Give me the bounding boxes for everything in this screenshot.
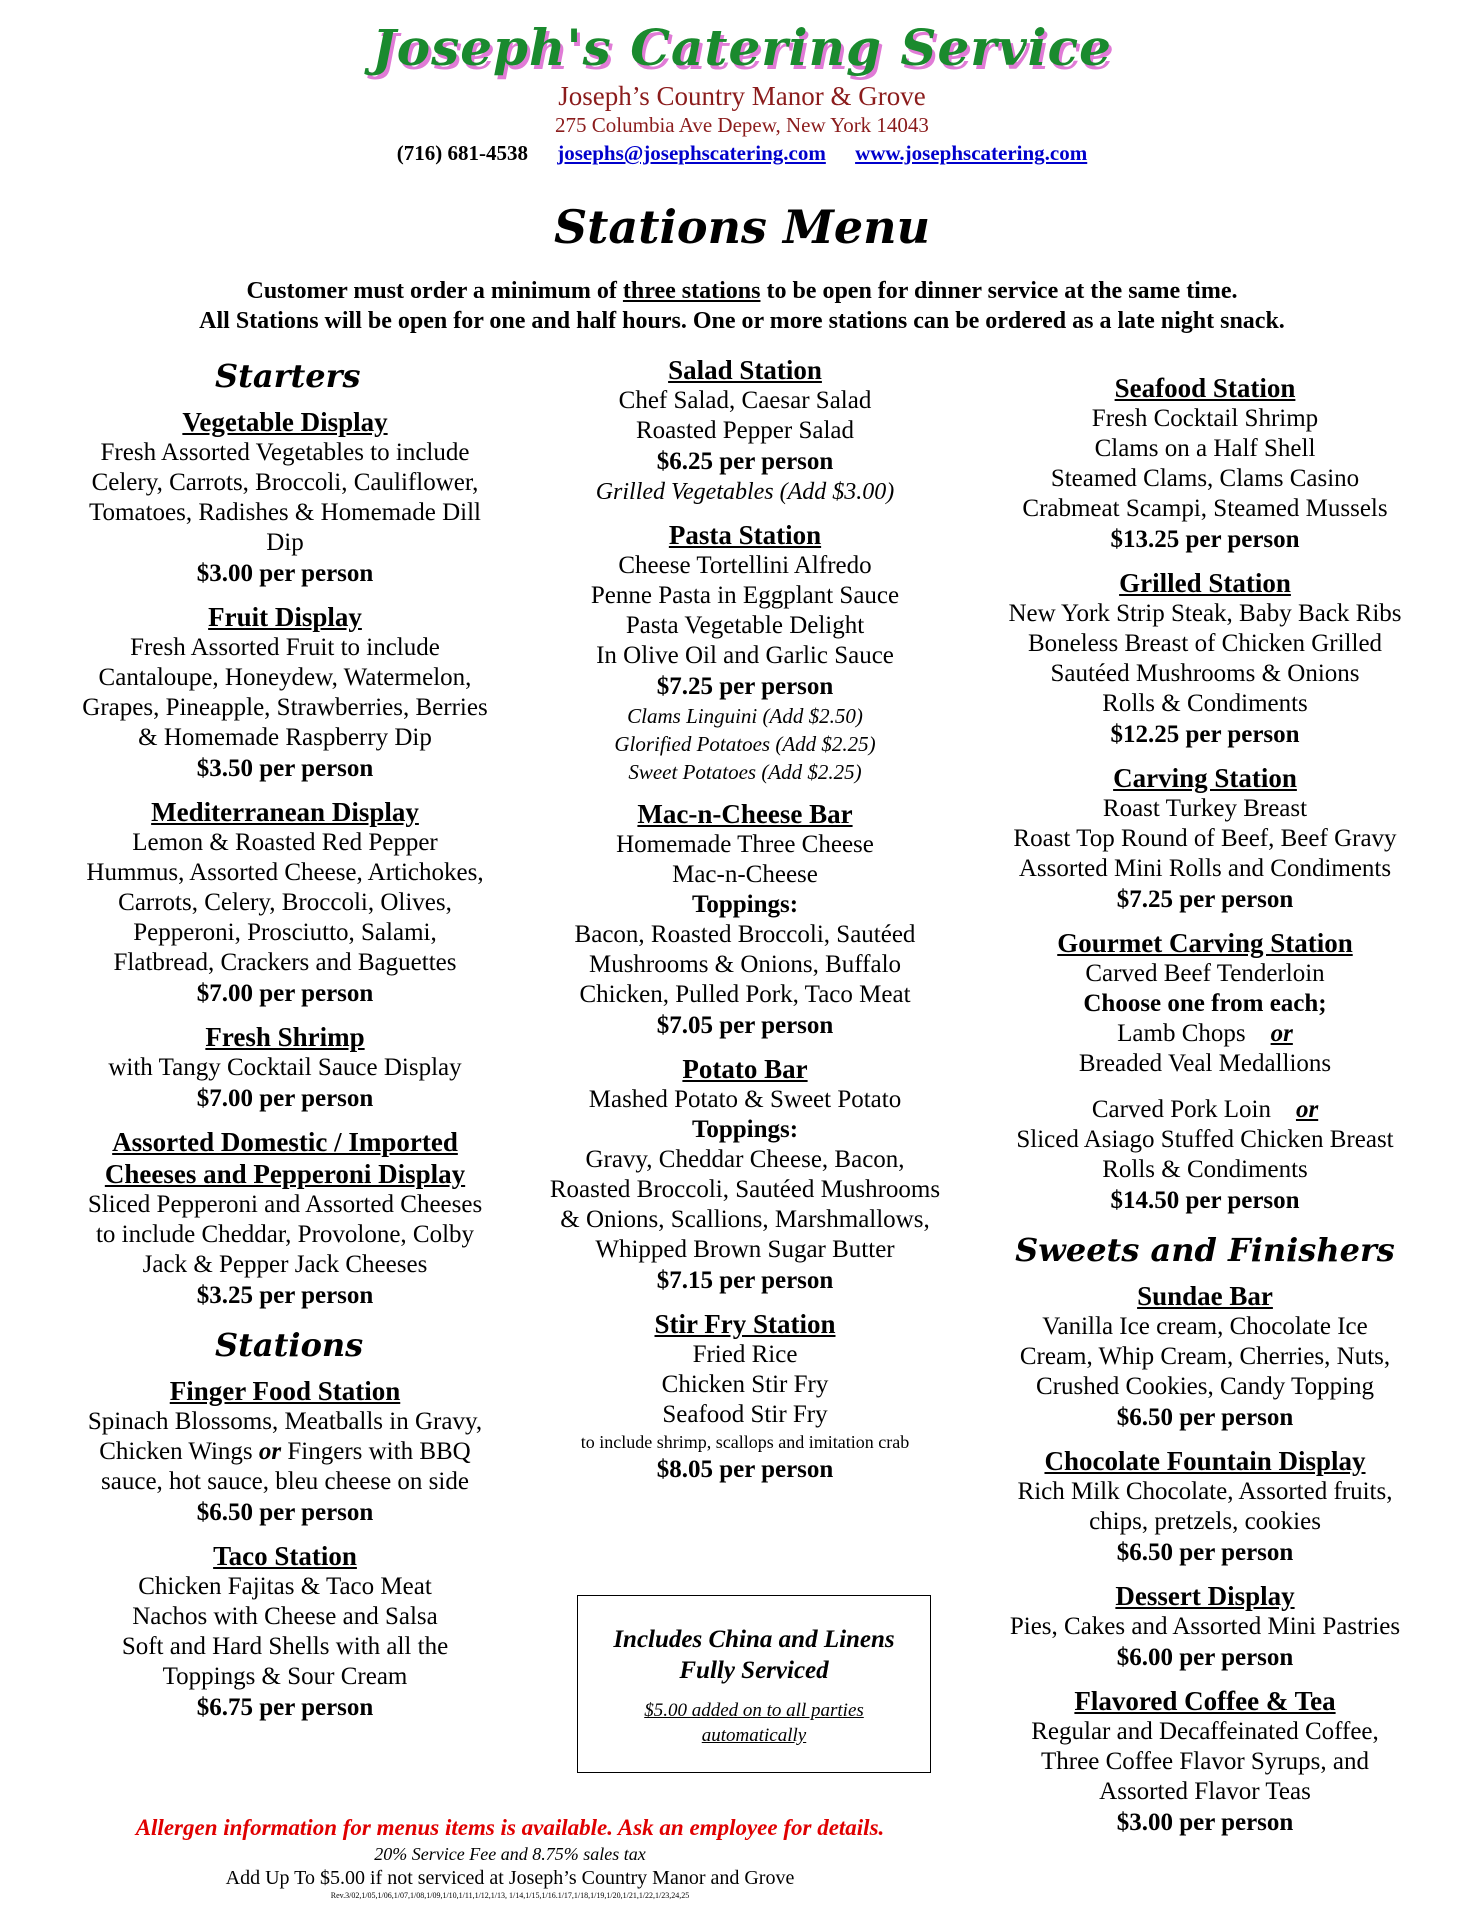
item-desc: Assorted Mini Rolls and Condiments	[1018, 855, 1392, 882]
website-link[interactable]: www.josephscatering.com	[855, 141, 1088, 165]
item-desc: Mushrooms & Onions, Buffalo	[588, 951, 902, 978]
item-price: $7.25 per person	[1116, 886, 1294, 913]
intro-line-1	[0, 276, 1484, 306]
item-desc: Grapes, Pineapple, Strawberries, Berries	[82, 694, 488, 721]
allergen-notice: Allergen information for menus items is available. Ask an employee for details.	[135, 1815, 885, 1840]
box-note-line: automatically	[701, 1725, 807, 1746]
grilled-station	[975, 567, 1435, 750]
header	[0, 18, 1484, 168]
item-desc: Nachos with Cheese and Salsa	[132, 1603, 438, 1630]
item-desc: Assorted Flavor Teas	[1099, 1778, 1311, 1805]
item-desc: Fresh Cocktail Shrimp	[1091, 405, 1319, 432]
item-desc: Fried Rice	[692, 1341, 798, 1368]
item-desc: Dip	[266, 529, 304, 556]
item-price: $3.00 per person	[196, 560, 374, 587]
manor-name: Joseph’s Country Manor & Grove	[558, 81, 926, 111]
toppings-label: Toppings:	[691, 1116, 799, 1143]
chocolate-fountain-display	[975, 1445, 1435, 1568]
item-desc: Pies, Cakes and Assorted Mini Pastries	[1009, 1613, 1401, 1640]
item-desc: Rich Milk Chocolate, Assorted fruits,	[1017, 1478, 1393, 1505]
item-price: $3.00 per person	[1116, 1809, 1294, 1836]
revision-note: Rev.3/02,1/05,1/06,1/07,1/08,1/09,1/10,1/11,1/12,1/13, 1/14,1/15,1/16.1/17,1/18,1/19,1/20,1/21,1/22,1/23,24,25	[330, 1891, 690, 1900]
item-desc: Chicken Stir Fry	[661, 1371, 829, 1398]
item-title: Pasta Station	[668, 520, 822, 550]
or-emphasis: or	[1270, 1020, 1293, 1047]
item-title: Gourmet Carving Station	[1057, 928, 1353, 958]
choose-label: Choose one from each;	[1083, 990, 1327, 1017]
item-price: $14.50 per person	[1110, 1187, 1300, 1214]
item-desc: Pepperoni, Prosciutto, Salami,	[133, 919, 437, 946]
item-desc: Rolls & Condiments	[1102, 1156, 1308, 1183]
mediterranean-display	[60, 796, 510, 1009]
column-left	[60, 354, 510, 1735]
item-desc: Rolls & Condiments	[1102, 690, 1308, 717]
email-link[interactable]: josephs@josephscatering.com	[557, 141, 826, 165]
item-desc: & Onions, Scallions, Marshmallows,	[560, 1206, 930, 1233]
column-middle	[525, 354, 965, 1497]
item-desc: Hummus, Assorted Cheese, Artichokes,	[86, 859, 484, 886]
logo: Joseph's Catering Service	[372, 18, 1112, 77]
item-price: $7.25 per person	[656, 673, 834, 700]
item-desc: Carrots, Celery, Broccoli, Olives,	[118, 889, 452, 916]
item-desc: Spinach Blossoms, Meatballs in Gravy,	[87, 1408, 483, 1435]
item-desc: Carved Beef Tenderloin	[1085, 960, 1325, 987]
gourmet-carving-station	[975, 927, 1435, 1216]
item-title: Fresh Shrimp	[205, 1022, 365, 1052]
item-title: Fruit Display	[208, 602, 362, 632]
item-desc: Roast Top Round of Beef, Beef Gravy	[1013, 825, 1397, 852]
item-price: $6.50 per person	[1116, 1404, 1294, 1431]
taco-station	[60, 1540, 510, 1723]
item-desc: Crabmeat Scampi, Steamed Mussels	[1022, 495, 1388, 522]
item-title: Mac-n-Cheese Bar	[637, 799, 853, 829]
stations-heading: Stations	[215, 1326, 364, 1364]
vegetable-display	[60, 406, 510, 589]
item-desc: Fresh Assorted Fruit to include	[130, 634, 440, 661]
item-desc-part: Chicken Wings	[99, 1438, 259, 1465]
item-desc: Crushed Cookies, Candy Topping	[1035, 1373, 1375, 1400]
box-note	[578, 1698, 930, 1748]
fruit-display	[60, 601, 510, 784]
item-price: $6.50 per person	[1116, 1539, 1294, 1566]
item-price: $13.25 per person	[1110, 526, 1300, 553]
item-desc: Vanilla Ice cream, Chocolate Ice	[1042, 1313, 1368, 1340]
add-up-note: Add Up To $5.00 if not serviced at Joseph’s Country Manor and Grove	[225, 1867, 795, 1889]
item-desc: Sautéed Mushrooms & Onions	[1050, 660, 1360, 687]
item-desc: Chef Salad, Caesar Salad	[618, 387, 872, 414]
item-desc: sauce, hot sauce, bleu cheese on side	[101, 1468, 469, 1495]
item-price: $6.00 per person	[1116, 1644, 1294, 1671]
item-desc: Celery, Carrots, Broccoli, Cauliflower,	[91, 469, 479, 496]
intro-text: to be open for dinner service at the same time.	[760, 278, 1238, 304]
item-title: Sundae Bar	[1137, 1281, 1273, 1311]
item-desc: Lemon & Roasted Red Pepper	[132, 829, 438, 856]
item-desc: Seafood Stir Fry	[662, 1401, 828, 1428]
item-title: Mediterranean Display	[151, 797, 419, 827]
toppings-label: Toppings:	[691, 891, 799, 918]
item-desc: Chicken, Pulled Pork, Taco Meat	[579, 981, 911, 1008]
item-price: $7.05 per person	[656, 1012, 834, 1039]
item-desc: Mac-n-Cheese	[672, 861, 818, 888]
sweets-heading: Sweets and Finishers	[1015, 1231, 1395, 1269]
pasta-station	[525, 519, 965, 786]
item-title: Cheeses and Pepperoni Display	[104, 1159, 466, 1189]
contact-line	[0, 138, 1484, 168]
phone: (716) 681-4538	[396, 141, 528, 165]
intro-text: Customer must order a minimum of	[246, 278, 623, 304]
item-desc: Steamed Clams, Clams Casino	[1050, 465, 1360, 492]
item-desc: Pasta Vegetable Delight	[625, 612, 865, 639]
item-desc: Clams on a Half Shell	[1094, 435, 1316, 462]
item-title: Seafood Station	[1114, 373, 1296, 403]
item-price: $12.25 per person	[1110, 721, 1300, 748]
service-fee-note: 20% Service Fee and 8.75% sales tax	[374, 1844, 646, 1864]
item-desc: Mashed Potato & Sweet Potato	[588, 1086, 902, 1113]
item-desc: Jack & Pepper Jack Cheeses	[142, 1251, 428, 1278]
item-title: Finger Food Station	[169, 1376, 401, 1406]
item-desc	[60, 1437, 510, 1467]
page-title: Stations Menu	[553, 200, 931, 254]
item-note: to include shrimp, scallops and imitation crab	[580, 1432, 910, 1452]
item-desc: Flatbread, Crackers and Baguettes	[113, 949, 457, 976]
item-desc	[975, 1019, 1435, 1049]
item-desc: Roasted Pepper Salad	[635, 417, 854, 444]
item-desc: & Homemade Raspberry Dip	[138, 724, 432, 751]
item-desc: Penne Pasta in Eggplant Sauce	[590, 582, 900, 609]
item-price: $7.00 per person	[196, 980, 374, 1007]
item-desc: Cheese Tortellini Alfredo	[618, 552, 872, 579]
item-desc: Fresh Assorted Vegetables to include	[100, 439, 470, 466]
item-extra: Grilled Vegetables (Add $3.00)	[595, 479, 895, 505]
footer	[60, 1813, 960, 1901]
item-desc: Homemade Three Cheese	[616, 831, 874, 858]
address: 275 Columbia Ave Depew, New York 14043	[555, 113, 929, 137]
item-desc: to include Cheddar, Provolone, Colby	[95, 1221, 475, 1248]
potato-bar	[525, 1053, 965, 1296]
or-emphasis: or	[1295, 1096, 1319, 1123]
item-price: $3.50 per person	[196, 755, 374, 782]
item-desc: Boneless Breast of Chicken Grilled	[1027, 630, 1383, 657]
item-title: Flavored Coffee & Tea	[1074, 1686, 1336, 1716]
item-desc: Toppings & Sour Cream	[162, 1663, 408, 1690]
item-title: Carving Station	[1113, 763, 1297, 793]
sundae-bar	[975, 1280, 1435, 1433]
item-title: Vegetable Display	[182, 407, 388, 437]
item-extra: Clams Linguini (Add $2.50)	[627, 704, 863, 728]
item-desc: Tomatoes, Radishes & Homemade Dill	[89, 499, 481, 526]
or-emphasis: or	[258, 1438, 282, 1465]
stir-fry-station	[525, 1308, 965, 1485]
cheese-display	[60, 1126, 510, 1311]
carving-station	[975, 762, 1435, 915]
item-price: $3.25 per person	[196, 1282, 374, 1309]
box-note-line: $5.00 added on to all parties	[644, 1700, 864, 1721]
item-extra: Sweet Potatoes (Add $2.25)	[628, 760, 862, 784]
item-title: Stir Fry Station	[654, 1309, 836, 1339]
salad-station	[525, 354, 965, 507]
item-desc: Whipped Brown Sugar Butter	[595, 1236, 895, 1263]
starters-heading: Starters	[215, 357, 361, 395]
intro	[0, 276, 1484, 336]
item-desc-part: Fingers with BBQ	[281, 1438, 471, 1465]
item-desc: Cream, Whip Cream, Cherries, Nuts,	[1019, 1343, 1391, 1370]
item-title: Dessert Display	[1115, 1581, 1295, 1611]
item-desc: Sliced Asiago Stuffed Chicken Breast	[1016, 1126, 1394, 1153]
item-desc: with Tangy Cocktail Sauce Display	[108, 1054, 462, 1081]
finger-food-station	[60, 1375, 510, 1528]
item-title: Grilled Station	[1119, 568, 1291, 598]
item-price: $6.50 per person	[196, 1499, 374, 1526]
item-desc: Roast Turkey Breast	[1102, 795, 1308, 822]
item-desc: Three Coffee Flavor Syrups, and	[1041, 1748, 1369, 1775]
box-line: Includes China and Linens	[613, 1626, 895, 1653]
item-desc: Sliced Pepperoni and Assorted Cheeses	[87, 1191, 483, 1218]
item-price: $6.75 per person	[196, 1694, 374, 1721]
intro-line-2: All Stations will be open for one and half hours. One or more stations can be ordered as a late night snack.	[199, 308, 1285, 334]
item-price: $7.15 per person	[656, 1267, 834, 1294]
item-desc: Chicken Fajitas & Taco Meat	[138, 1573, 432, 1600]
item-extra: Glorified Potatoes (Add $2.25)	[614, 732, 876, 756]
mac-n-cheese-bar	[525, 798, 965, 1041]
column-right	[975, 372, 1435, 1850]
item-desc: Roasted Broccoli, Sautéed Mushrooms	[549, 1176, 941, 1203]
item-desc: Cantaloupe, Honeydew, Watermelon,	[98, 664, 472, 691]
option-lamb: Lamb Chops	[1117, 1020, 1246, 1047]
item-price: $8.05 per person	[656, 1456, 834, 1483]
item-desc: chips, pretzels, cookies	[1089, 1508, 1321, 1535]
item-title: Chocolate Fountain Display	[1044, 1446, 1366, 1476]
option-pork: Carved Pork Loin	[1091, 1096, 1271, 1123]
item-desc: New York Strip Steak, Baby Back Ribs	[1008, 600, 1402, 627]
item-desc: Bacon, Roasted Broccoli, Sautéed	[574, 921, 916, 948]
item-title: Assorted Domestic / Imported	[112, 1127, 458, 1157]
box-line: Fully Serviced	[679, 1657, 829, 1684]
item-desc	[975, 1095, 1435, 1125]
item-title: Salad Station	[668, 355, 822, 385]
item-desc: In Olive Oil and Garlic Sauce	[596, 642, 894, 669]
item-desc: Soft and Hard Shells with all the	[121, 1633, 449, 1660]
seafood-station	[975, 372, 1435, 555]
dessert-display	[975, 1580, 1435, 1673]
item-title: Potato Bar	[682, 1054, 808, 1084]
item-desc: Regular and Decaffeinated Coffee,	[1031, 1718, 1379, 1745]
fresh-shrimp	[60, 1021, 510, 1114]
item-price: $7.00 per person	[196, 1085, 374, 1112]
item-price: $6.25 per person	[656, 448, 834, 475]
flavored-coffee-tea	[975, 1685, 1435, 1838]
item-desc: Gravy, Cheddar Cheese, Bacon,	[585, 1146, 905, 1173]
china-linens-box	[577, 1595, 931, 1773]
intro-emphasis: three stations	[622, 278, 761, 304]
item-title: Taco Station	[213, 1541, 357, 1571]
item-desc: Breaded Veal Medallions	[1078, 1050, 1332, 1077]
